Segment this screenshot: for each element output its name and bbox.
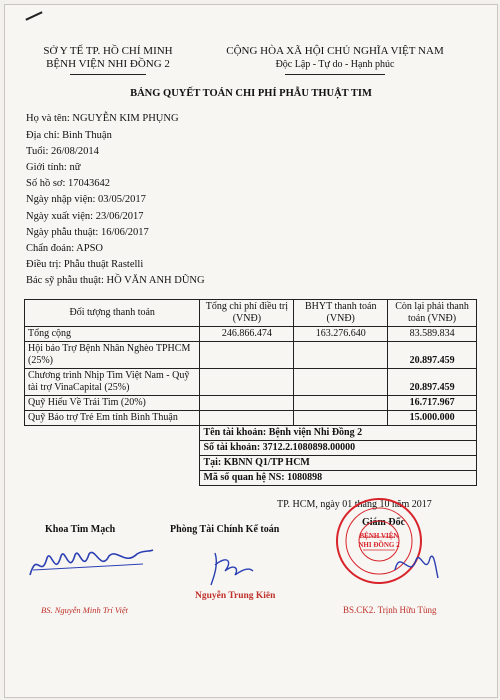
row-bhyt bbox=[294, 396, 388, 411]
admit-date: Ngày nhập viện: 03/05/2017 bbox=[26, 194, 146, 205]
header-right bbox=[195, 45, 475, 71]
row-remain: 83.589.834 bbox=[388, 327, 477, 342]
discharge-date: Ngày xuất viện: 23/06/2017 bbox=[26, 211, 144, 222]
row-bhyt bbox=[294, 411, 388, 426]
row-label: Tổng cộng bbox=[25, 327, 200, 342]
row-label: Hội bảo Trợ Bệnh Nhân Nghèo TPHCM (25%) bbox=[25, 342, 200, 369]
patient-address: Địa chỉ: Bình Thuận bbox=[26, 130, 112, 141]
row-bhyt bbox=[294, 342, 388, 369]
director-signature-label: Giám Đốc bbox=[362, 517, 406, 528]
account-bank: Tại: KBNN Q1/TP HCM bbox=[200, 456, 477, 471]
account-name: Tên tài khoản: Bệnh viện Nhi Đồng 2 bbox=[200, 426, 477, 441]
account-row bbox=[25, 441, 477, 456]
account-number: Số tài khoản: 3712.2.1080898.00000 bbox=[200, 441, 477, 456]
table-header-row bbox=[25, 300, 477, 327]
motto: Độc Lập - Tự do - Hạnh phúc bbox=[275, 59, 395, 70]
patient-dob: Tuổi: 26/08/2014 bbox=[26, 146, 99, 157]
republic-name: CỘNG HÒA XÃ HỘI CHỦ NGHĨA VIỆT NAM bbox=[226, 45, 444, 57]
treatment: Điều trị: Phẫu thuật Rastelli bbox=[26, 259, 144, 270]
row-remain: 20.897.459 bbox=[388, 342, 477, 369]
surgery-date: Ngày phẫu thuật: 16/06/2017 bbox=[26, 227, 149, 238]
header-left-underline bbox=[70, 74, 146, 75]
table-row bbox=[25, 411, 477, 426]
row-bhyt bbox=[294, 369, 388, 396]
finance-signer-name: Nguyễn Trung Kiên bbox=[195, 591, 276, 601]
table-row bbox=[25, 396, 477, 411]
row-remain: 16.717.967 bbox=[388, 396, 477, 411]
row-label: Quỹ Hiếu Về Trái Tim (20%) bbox=[25, 396, 200, 411]
patient-record: Số hồ sơ: 17043642 bbox=[26, 178, 111, 189]
document-page bbox=[4, 4, 498, 698]
dept-signature-label: Khoa Tim Mạch bbox=[45, 524, 116, 535]
finance-signature-scribble bbox=[205, 545, 265, 590]
document-title: BẢNG QUYẾT TOÁN CHI PHÍ PHẪU THUẬT TIM bbox=[130, 88, 372, 99]
patient-gender: Giới tính: nữ bbox=[26, 162, 81, 173]
col-header-remain: Còn lại phải thanh toán (VNĐ) bbox=[388, 300, 477, 327]
row-total: 246.866.474 bbox=[200, 327, 294, 342]
table-row bbox=[25, 327, 477, 342]
row-label: Chương trình Nhịp Tim Việt Nam - Quỹ tài trợ VinaCapital (25%) bbox=[25, 369, 200, 396]
col-header-total: Tổng chi phí điều trị (VNĐ) bbox=[200, 300, 294, 327]
account-row bbox=[25, 471, 477, 486]
mark-dash bbox=[25, 11, 42, 20]
row-bhyt: 163.276.640 bbox=[294, 327, 388, 342]
row-total bbox=[200, 369, 294, 396]
row-remain: 15.000.000 bbox=[388, 411, 477, 426]
patient-name: Họ và tên: NGUYỄN KIM PHỤNG bbox=[26, 113, 179, 124]
col-header-payer: Đối tượng thanh toán bbox=[25, 300, 200, 327]
row-remain: 20.897.459 bbox=[388, 369, 477, 396]
account-row bbox=[25, 456, 477, 471]
finance-signature-label: Phòng Tài Chính Kế toán bbox=[170, 524, 280, 535]
director-signer-name: BS.CK2. Trịnh Hữu Tùng bbox=[343, 605, 437, 615]
dept-signer-name: BS. Nguyễn Minh Trí Việt bbox=[41, 605, 128, 615]
row-total bbox=[200, 396, 294, 411]
date-line: TP. HCM, ngày 01 tháng 10 năm 2017 bbox=[277, 499, 432, 510]
row-label: Quỹ Bảo trợ Trẻ Em tỉnh Bình Thuận bbox=[25, 411, 200, 426]
health-dept-name: SỞ Y TẾ TP. HỒ CHÍ MINH bbox=[43, 45, 173, 57]
header-left bbox=[23, 45, 193, 71]
dept-signature-scribble bbox=[25, 540, 155, 585]
diagnosis: Chẩn đoán: APSO bbox=[26, 243, 104, 254]
surgeon: Bác sỹ phẫu thuật: HỒ VĂN ANH DŨNG bbox=[26, 275, 205, 286]
hospital-name: BỆNH VIỆN NHI ĐỒNG 2 bbox=[46, 58, 170, 70]
payment-table bbox=[24, 299, 477, 486]
col-header-bhyt: BHYT thanh toán (VNĐ) bbox=[294, 300, 388, 327]
row-total bbox=[200, 342, 294, 369]
table-row bbox=[25, 369, 477, 396]
account-row bbox=[25, 426, 477, 441]
table-row bbox=[25, 342, 477, 369]
stamp-text: BỆNH VIỆN NHI ĐỒNG 2 bbox=[358, 532, 400, 549]
header-right-underline bbox=[285, 74, 385, 75]
director-signature-scribble bbox=[390, 540, 440, 590]
account-relation-code: Mã số quan hệ NS: 1080898 bbox=[200, 471, 477, 486]
row-total bbox=[200, 411, 294, 426]
